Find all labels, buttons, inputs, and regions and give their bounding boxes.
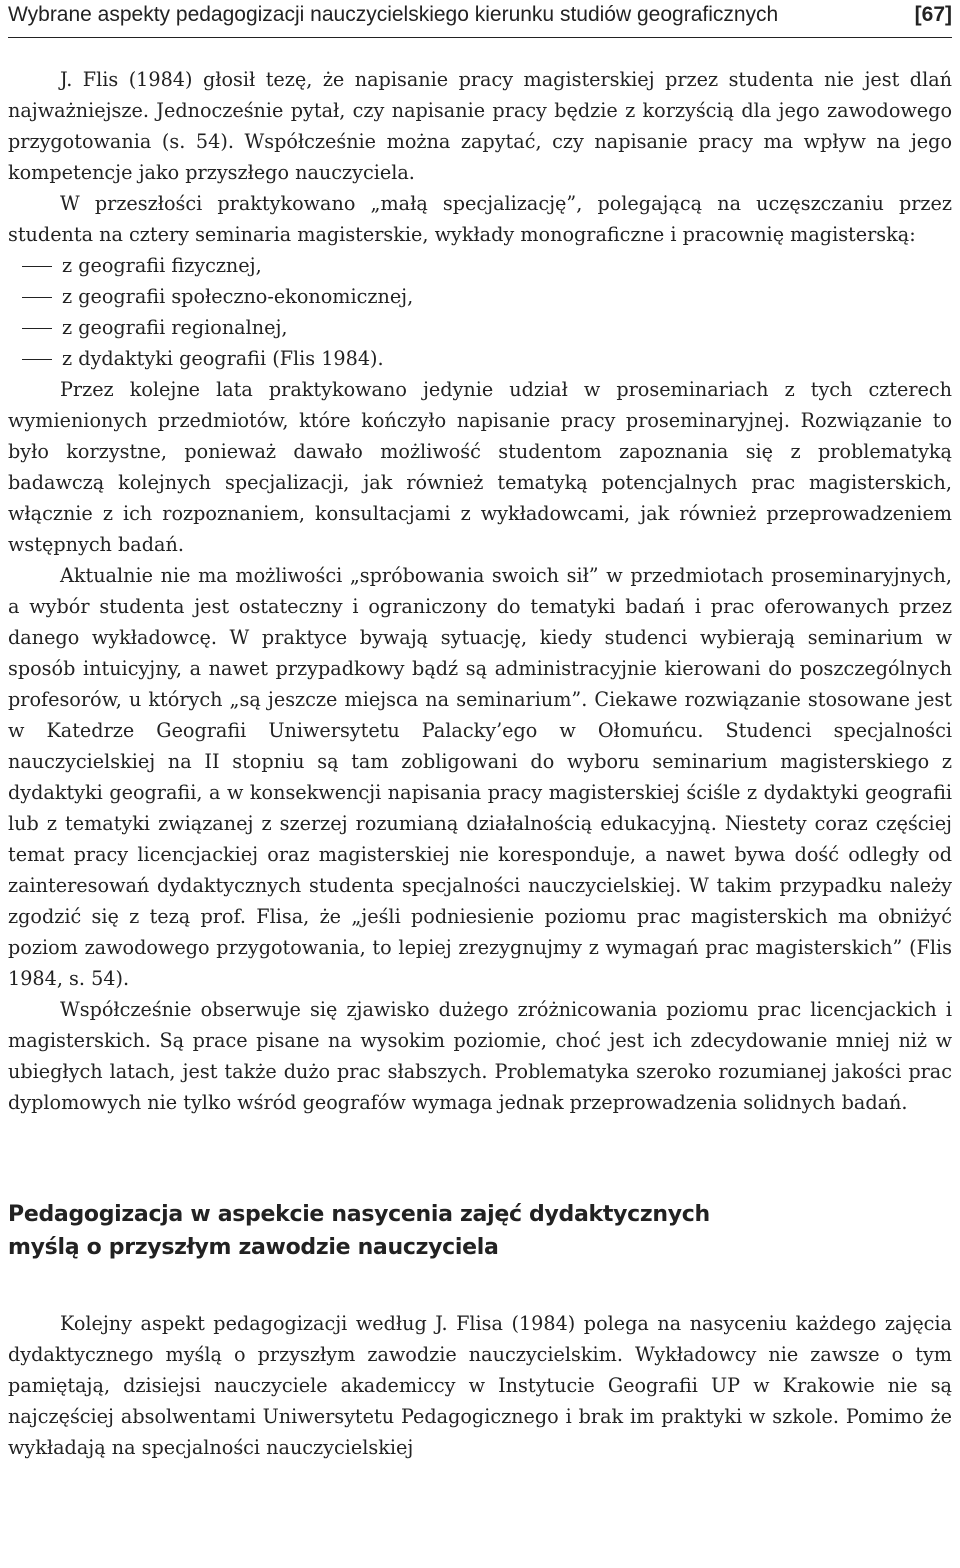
running-title: Wybrane aspekty pedagogizacji nauczycielskiego kierunku studiów geograficznych [8,3,779,26]
paragraph: W przeszłości praktykowano „małą specjalizację”, polegającą na uczęszczaniu przez studenta na cztery seminaria magisterskie, wykłady monograficzne i pracownię magisterską: [8,192,952,246]
paragraph: Kolejny aspekt pedagogizacji według J. Flisa (1984) polega na nasyceniu każdego zajęcia dydaktycznego myślą o przyszłym zawodzie nauczycielskim. Wykładowcy nie zawsze o tym pamiętają, dzisiejsi nauczyciele akademiccy w Instytucie Geografii UP w Krakowie nie są najczęściej absolwentami Uniwersytetu Pedagogicznego i brak im praktyki w szkole. Pomimo że wykładają na specjalności nauczycielskiej [8,1312,952,1459]
section-heading-line: Pedagogizacja w aspekcie nasycenia zajęć dydaktycznych [8,1202,710,1227]
running-header [8,0,952,33]
paragraph: J. Flis (1984) głosił tezę, że napisanie pracy magisterskiej przez studenta nie jest dlań najważniejsze. Jednocześnie pytał, czy napisanie pracy będzie z korzyścią dla jego zawodowego przygotowania (s. 54). Współcześnie można zapytać, czy napisanie pracy ma wpływ na jego kompetencje jako przyszłego nauczyciela. [8,68,952,184]
paragraph: Współcześnie obserwuje się zjawisko dużego zróżnicowania poziomu prac licencjackich i magisterskich. Są prace pisane na wysokim poziomie, choć jest ich zdecydowanie mniej niż w ubiegłych latach, jest także dużo prac słabszych. Problematyka szeroko rozumianej jakości prac dyplomowych nie tylko wśród geografów wymaga jednak przeprowadzenia solidnych badań. [8,998,952,1114]
paragraph: Aktualnie nie ma możliwości „spróbowania swoich sił” w przedmiotach proseminaryjnych, a wybór studenta jest ostateczny i ograniczony do tematyki badań i prac oferowanych przez danego wykładowcę. W praktyce bywają sytuację, kiedy studenci wybierają seminarium w sposób intuicyjny, a nawet przypadkowy bądź są administracyjnie kierowani do poszczególnych profesorów, u których „są jeszcze miejsca na seminarium”. Ciekawe rozwiązanie stosowane jest w Katedrze Geografii Uniwersytetu Palacky’ego w Ołomuńcu. Studenci specjalności nauczycielskiej na II stopniu są tam zobligowani do wyboru seminarium magisterskiego z dydaktyki geografii, a w konsekwencji napisania pracy magisterskiej ściśle z dydaktyki geografii lub z tematyki związanej z szerzej rozumianą działalnością edukacyjną. Niestety coraz częściej temat pracy licencjackiej oraz magisterskiej nie koresponduje, a nawet bywa dość odległy od zainteresowań dydaktycznych studenta specjalności nauczycielskiej. W takim przypadku należy zgodzić się z tezą prof. Flisa, że „jeśli podniesienie poziomu prac magisterskich ma obniżyć poziom zawodowego przygotowania, to lepiej zrezygnujmy z wymagań prac magisterskich” (Flis 1984, s. 54). [8,564,952,990]
section-heading [8,1198,952,1264]
specialization-list [8,250,952,374]
page-number: [67] [914,3,952,26]
list-item: z dydaktyki geografii (Flis 1984). [8,343,952,374]
body-text [8,64,952,1463]
list-item: z geografii społeczno-ekonomicznej, [8,281,952,312]
list-item: z geografii regionalnej, [8,312,952,343]
list-item: z geografii fizycznej, [8,250,952,281]
section-heading-line: myślą o przyszłym zawodzie nauczyciela [8,1235,499,1260]
paragraph: Przez kolejne lata praktykowano jedynie udział w proseminariach z tych czterech wymienionych przedmiotów, które kończyło napisanie pracy proseminaryjnej. Rozwiązanie to było korzystne, ponieważ dawało możliwość studentom zapoznania się z problematyką badawczą kolejnych specjalizacji, jak również tematyką potencjalnych prac magisterskich, włącznie z ich rozpoznaniem, konsultacjami z wykładowcami, jak również przeprowadzeniem wstępnych badań. [8,378,952,556]
header-rule [8,37,952,38]
